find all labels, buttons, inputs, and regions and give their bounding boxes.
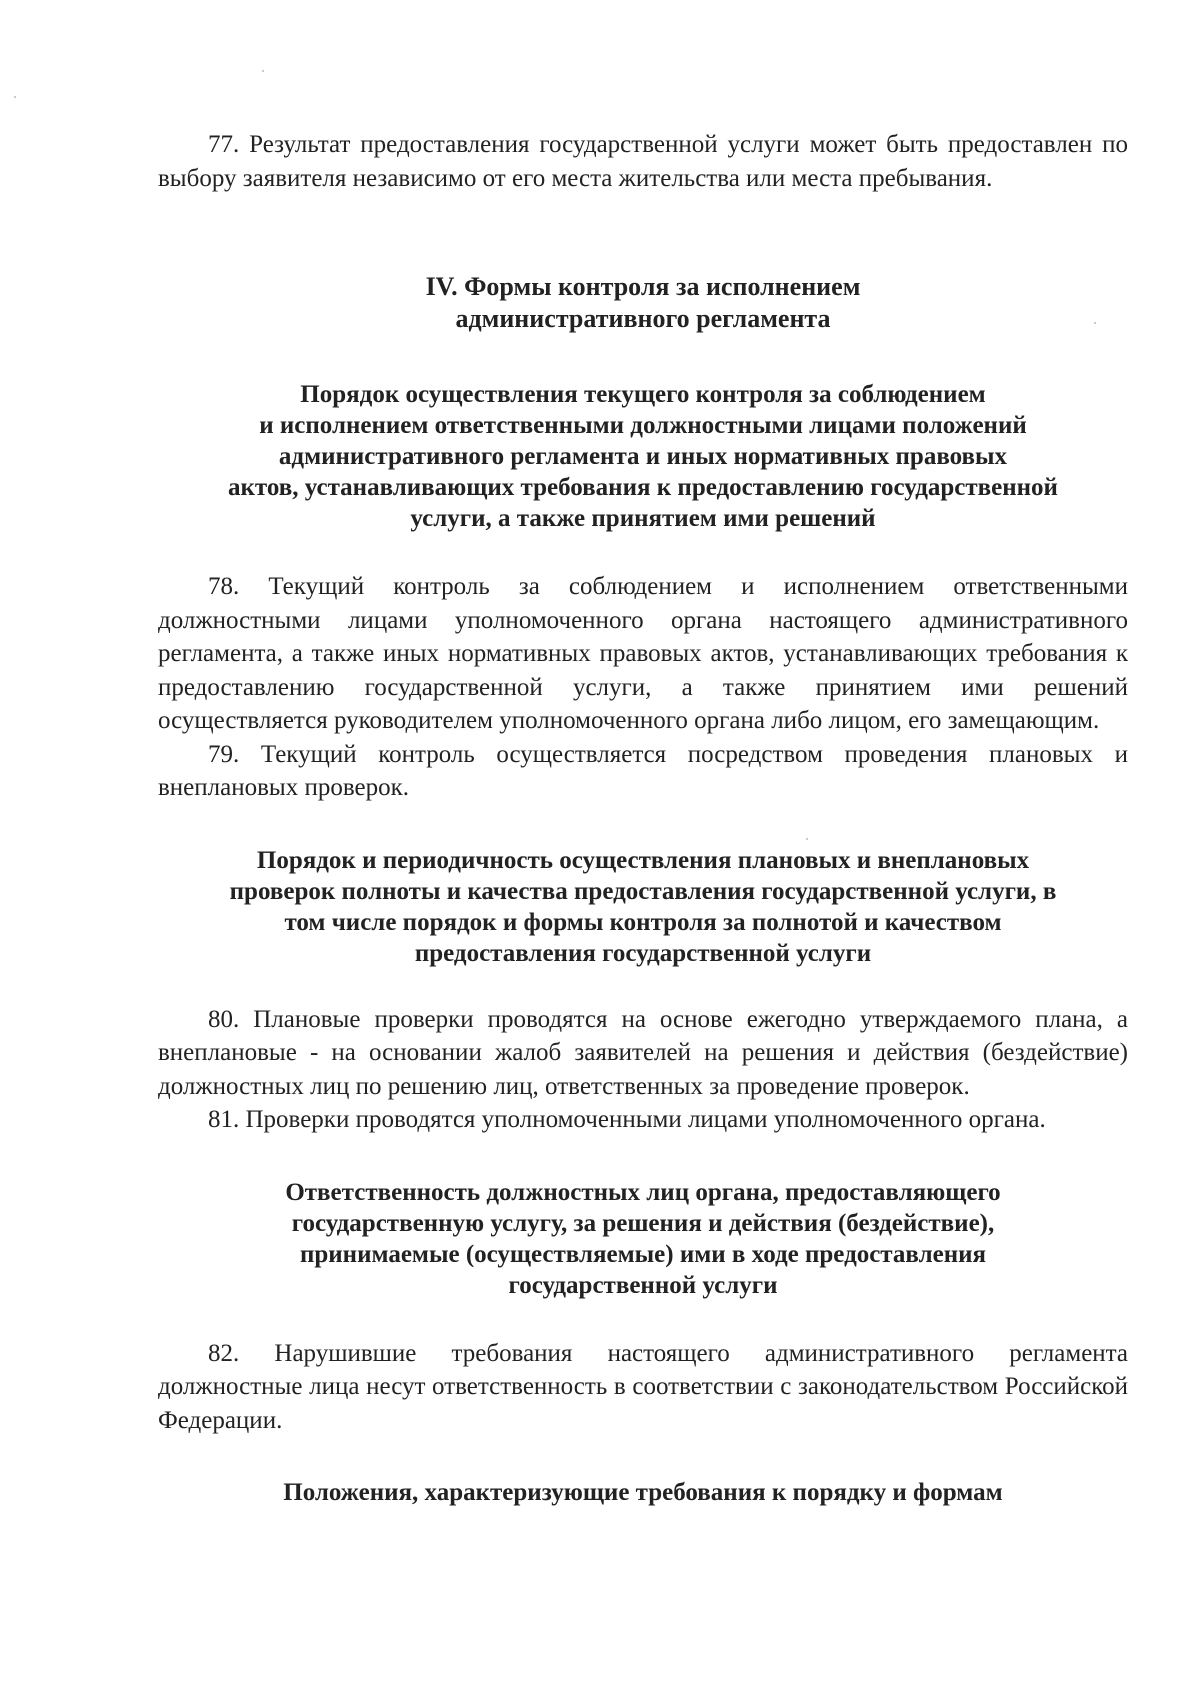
paragraph-77: 77. Результат предоставления государственной услуги может быть предоставлен по выбору заявителя независимо от его места жительства или места пребывания. bbox=[158, 131, 1128, 192]
heading-line: принимаемые (осуществляемые) ими в ходе предоставления bbox=[299, 1240, 987, 1268]
heading-line: услуги, а также принятием ими решений bbox=[410, 505, 876, 532]
heading-line: административного регламента и иных нормативных правовых bbox=[278, 443, 1008, 470]
paragraph-80: 80. Плановые проверки проводятся на основе ежегодно утверждаемого плана, а внеплановые - на основании жалоб заявителей на решения и действия (бездействие) должностных лиц по решению лиц, ответственных за проведение проверок. bbox=[158, 1005, 1128, 1100]
subheading-provisions bbox=[158, 1477, 1128, 1508]
heading-line: административного регламента bbox=[455, 304, 831, 333]
paragraph-78: 78. Текущий контроль за соблюдением и исполнением ответственными должностными лицами уполномоченного органа настоящего административного регламента, а также иных нормативных правовых актов, устанавливающих требования к предоставлению государственной услуги, а также принятием ими решений осуществляется руководителем уполномоченного органа либо лицом, его замещающим. bbox=[158, 573, 1128, 734]
heading-line: Порядок и периодичность осуществления плановых и внеплановых bbox=[256, 846, 1030, 874]
subheading-responsibility bbox=[158, 1177, 1128, 1301]
scan-speck bbox=[806, 838, 808, 840]
paragraph-81: 81. Проверки проводятся уполномоченными лицами уполномоченного органа. bbox=[208, 1106, 1046, 1133]
heading-line: Порядок осуществления текущего контроля за соблюдением bbox=[300, 381, 986, 408]
heading-line: Ответственность должностных лиц органа, предоставляющего bbox=[285, 1178, 1001, 1206]
scan-speck bbox=[262, 70, 264, 72]
heading-line: и исполнением ответственными должностными лицами положений bbox=[259, 412, 1027, 439]
section-heading-iv bbox=[158, 271, 1128, 335]
subheading-current-control bbox=[158, 379, 1128, 534]
scan-speck bbox=[1094, 322, 1096, 324]
paragraph-82: 82. Нарушившие требования настоящего административного регламента должностные лица несут ответственность в соответствии с законодательством Российской Федерации. bbox=[158, 1339, 1128, 1434]
paragraph-79: 79. Текущий контроль осуществляется посредством проведения плановых и внеплановых проверок. bbox=[158, 740, 1128, 801]
heading-line: актов, устанавливающих требования к предоставлению государственной bbox=[228, 474, 1058, 501]
heading-line: IV. Формы контроля за исполнением bbox=[425, 272, 861, 301]
heading-line: государственной услуги bbox=[508, 1271, 778, 1299]
subheading-inspections bbox=[158, 845, 1128, 969]
heading-line: государственную услугу, за решения и действия (бездействие), bbox=[291, 1209, 995, 1237]
heading-line: том числе порядок и формы контроля за полнотой и качеством bbox=[284, 908, 1002, 936]
heading-line: Положения, характеризующие требования к порядку и формам bbox=[283, 1479, 1003, 1506]
scan-speck bbox=[14, 96, 16, 98]
heading-line: предоставления государственной услуги bbox=[414, 939, 872, 967]
heading-line: проверок полноты и качества предоставления государственной услуги, в bbox=[229, 877, 1057, 905]
